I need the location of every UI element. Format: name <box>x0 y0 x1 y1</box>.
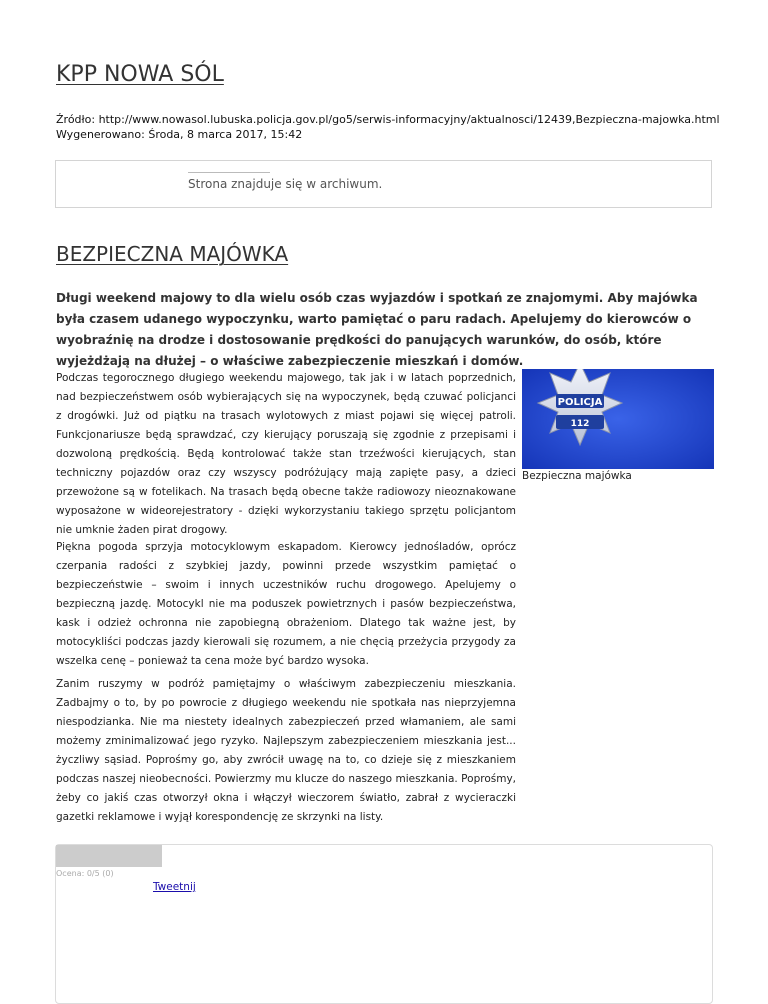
tweet-link[interactable]: Tweetnij <box>153 881 196 893</box>
archive-notice <box>55 160 712 208</box>
police-star-badge-icon <box>522 369 714 469</box>
archive-notice-text: Strona znajduje się w archiwum. <box>188 177 383 191</box>
article-paragraph: Podczas tegorocznego długiego weekendu majowego, tak jak i w latach poprzednich, nad bezpieczeństwem osób wybierających się na wypoczynek, będą czuwać policjanci z drogówki. Już od piątku na trasach wylotowych z miast pojawi się więcej patroli. Funkcjonariusze będą sprawdzać, czy kierujący poruszają się zgodnie z przepisami i dozwoloną prędkością. Będą kontrolować także stan trzeźwości kierujących, stan techniczny pojazdów oraz czy wszyscy podróżujący mają zapięte pasy, a dzieci przewożone są w fotelikach. Na trasach będą obecne także radiowozy nieoznakowane wyposażone w wideorejestratory - dzięki wykorzystaniu takiego sprzętu policjantom nie umknie żaden pirat drogowy. <box>56 372 516 536</box>
page-meta <box>56 112 720 142</box>
generated-date: Wygenerowano: Środa, 8 marca 2017, 15:42 <box>56 128 303 141</box>
article-paragraph: Zanim ruszymy w podróż pamiętajmy o właściwym zabezpieczeniu mieszkania. Zadbajmy o to, by po powrocie z długiego weekendu nie spotkała nas nieprzyjemna niespodzianka. Nie ma niestety idealnych zabezpieczeń przed włamaniem, ale sami możemy zminimalizować jego ryzyko. Najlepszym zabezpieczeniem mieszkania jest... życzliwy sąsiad. Poprośmy go, aby zwrócił uwagę na to, co dzieje się z mieszkaniem podczas naszej nieobecności. Powierzmy mu klucze do naszego mieszkania. Poprośmy, żeby co jakiś czas otworzył okna i włączył wieczorem światło, zabrał z wycieraczki gazetki reklamowe i wyjął korespondencję ze skrzynki na listy. <box>56 678 516 823</box>
rating-text: Ocena: 0/5 (0) <box>56 869 114 878</box>
source-url: Źródło: http://www.nowasol.lubuska.policja.gov.pl/go5/serwis-informacyjny/aktualnosci/12439,Bezpieczna-majowka.html <box>56 113 720 126</box>
article-lead: Długi weekend majowy to dla wielu osób czas wyjazdów i spotkań ze znajomymi. Aby majówka była czasem udanego wypoczynku, warto pamiętać o paru radach. Apelujemy do kierowców o wyobraźnię na drodze i dostosowanie prędkości do panujących warunków, do osób, które wyjeżdżają na dłużej – o właściwe zabezpieczenie mieszkań i domów. <box>56 291 698 368</box>
archive-divider <box>188 172 270 173</box>
rating-stars-bar[interactable] <box>56 845 162 867</box>
site-title: KPP NOWA SÓL <box>56 62 224 87</box>
article-paragraph: Piękna pogoda sprzyja motocyklowym eskapadom. Kierowcy jednośladów, oprócz czerpania radości z szybkiej jazdy, powinni przede wszystkim pamiętać o bezpieczeństwie – swoim i innych uczestników ruchu drogowego. Apelujemy o bezpieczną jazdę. Motocykl nie ma poduszek powietrznych i pasów bezpieczeństwa, kask i odzież ochronna nie zapobiegną obrażeniom. Dlatego tak ważne jest, by motocykliści podczas jazdy kierowali się rozumem, a nie chęcią przeżycia przygody za wszelka cenę – ponieważ ta cena może być bardzo wysoka. <box>56 541 516 667</box>
image-caption: Bezpieczna majówka <box>522 470 632 482</box>
article-image[interactable] <box>522 369 714 469</box>
badge-text: POLICJA <box>557 397 603 408</box>
badge-number: 112 <box>570 419 590 429</box>
article-title: BEZPIECZNA MAJÓWKA <box>56 242 289 266</box>
rating-panel <box>55 844 713 1004</box>
